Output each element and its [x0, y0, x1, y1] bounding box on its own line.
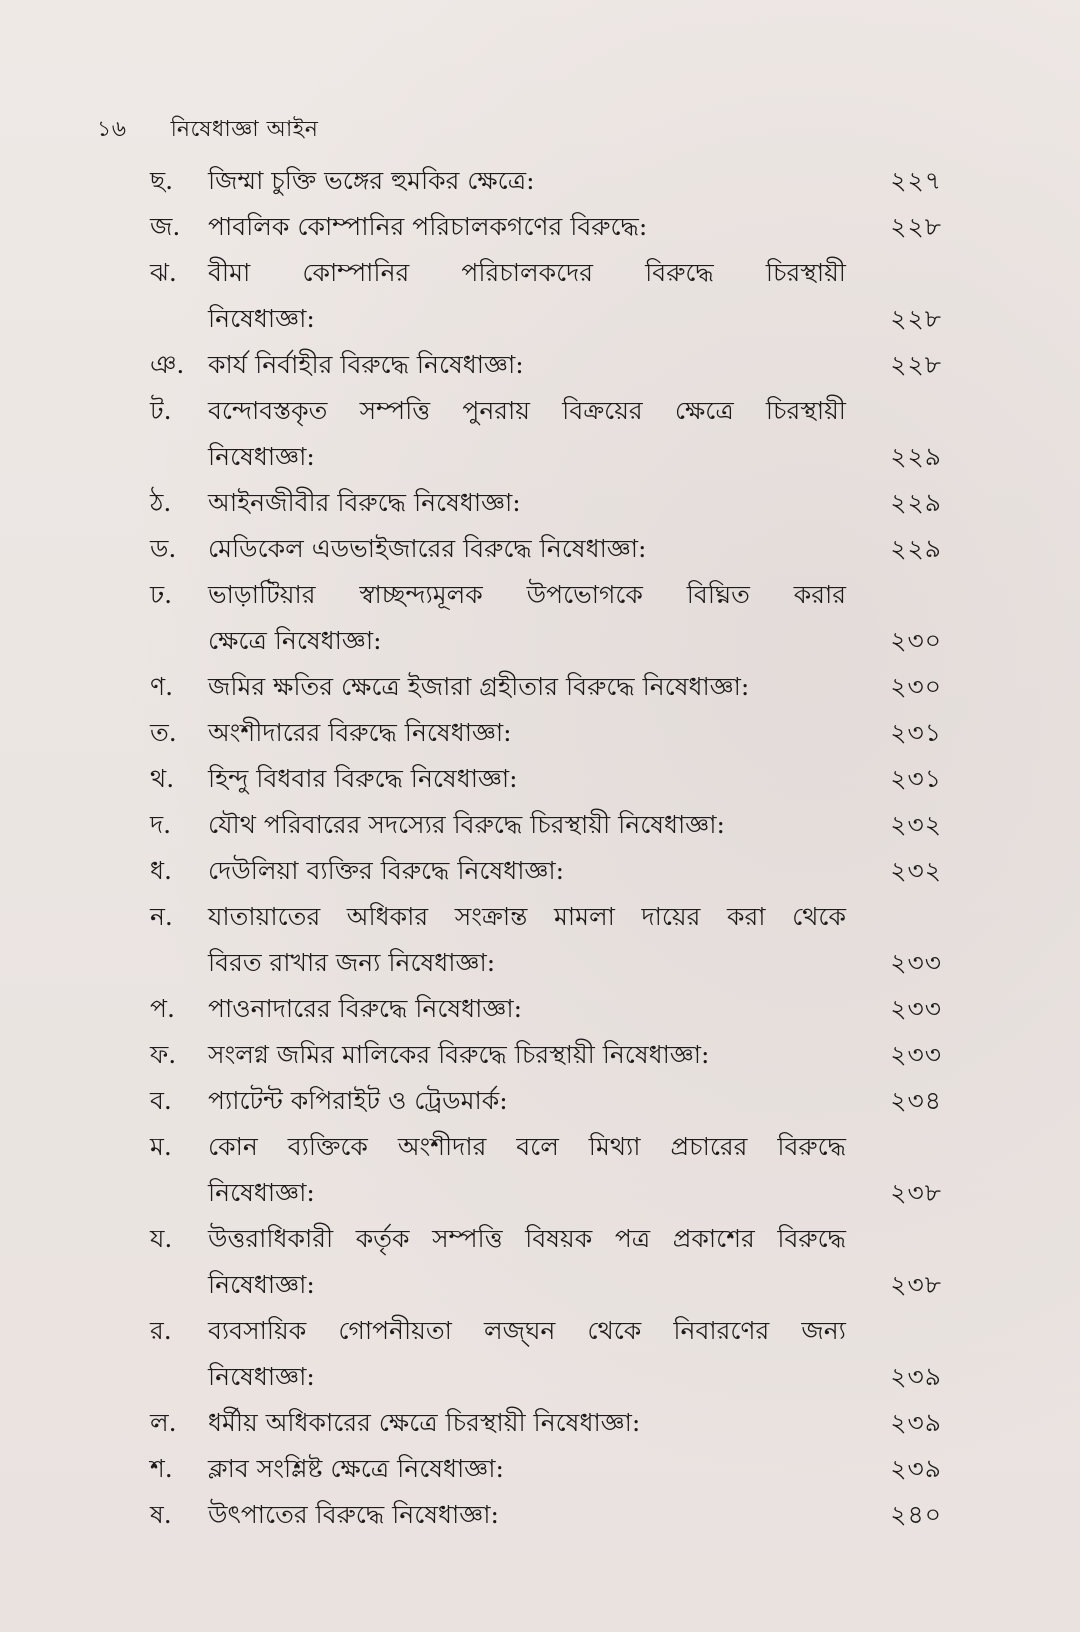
- toc-entry: [150, 158, 942, 204]
- toc-entry-word: মামলা: [553, 902, 615, 931]
- toc-entry-title: জিম্মা চুক্তি ভঙ্গের হুমকির ক্ষেত্রে:: [208, 166, 535, 195]
- toc-entry: [150, 1124, 942, 1216]
- toc-entry: [150, 1492, 942, 1538]
- toc-entry: [150, 894, 942, 986]
- toc-entry-page-number: ২২৯: [890, 534, 942, 563]
- toc-entry-word: মিথ্যা: [588, 1132, 641, 1161]
- toc-entry-word: উপভোগকে: [526, 580, 643, 609]
- toc-entry-page-number: ২৩৮: [890, 1270, 942, 1299]
- toc-entry-word: ভাড়াটিয়ার: [208, 580, 316, 609]
- toc-entry-word: চিরস্থায়ী: [765, 258, 846, 287]
- toc-entry-title: পাবলিক কোম্পানির পরিচালকগণের বিরুদ্ধে:: [208, 212, 648, 241]
- toc-entry-continuation: [150, 1354, 942, 1400]
- toc-entry-page-number: ২৩২: [890, 856, 942, 885]
- toc-entry-word: থেকে: [792, 902, 846, 931]
- toc-entry-title: দেউলিয়া ব্যক্তির বিরুদ্ধে নিষেধাজ্ঞা:: [208, 856, 565, 885]
- toc-entry-word: জন্য: [801, 1316, 846, 1345]
- toc-entry-word: বিরুদ্ধে: [777, 1224, 846, 1253]
- toc-entry-word: বিরুদ্ধে: [645, 258, 714, 287]
- toc-entry-marker: জ.: [150, 212, 181, 241]
- toc-entry-line: [150, 1216, 942, 1262]
- toc-entry-page-number: ২৪০: [890, 1500, 942, 1529]
- toc-entry-marker: ষ.: [150, 1500, 172, 1529]
- toc-entry-word: বিরুদ্ধে: [777, 1132, 846, 1161]
- toc-entry-marker: প.: [150, 994, 175, 1023]
- toc-entry-marker: থ.: [150, 764, 175, 793]
- toc-entry-title: নিষেধাজ্ঞা:: [208, 1178, 315, 1207]
- toc-entry-line: [150, 894, 942, 940]
- toc-entry-title: [208, 894, 942, 940]
- toc-entry: [150, 480, 942, 526]
- toc-entry-line: [150, 802, 942, 848]
- toc-entry-title: প্যাটেন্ট কপিরাইট ও ট্রেডমার্ক:: [208, 1086, 508, 1115]
- toc-entry-title: জমির ক্ষতির ক্ষেত্রে ইজারা গ্রহীতার বিরুদ্ধে নিষেধাজ্ঞা:: [208, 672, 750, 701]
- toc-entry: [150, 204, 942, 250]
- toc-entry-title: যৌথ পরিবারের সদস্যের বিরুদ্ধে চিরস্থায়ী নিষেধাজ্ঞা:: [208, 810, 725, 839]
- toc-entry: [150, 1032, 942, 1078]
- toc-entry-title: বিরত রাখার জন্য নিষেধাজ্ঞা:: [208, 948, 496, 977]
- toc-entry-page-number: ২৩০: [890, 626, 942, 655]
- toc-entry: [150, 342, 942, 388]
- toc-entry-page-number: ২৩৩: [890, 948, 942, 977]
- toc-entry-title: অংশীদারের বিরুদ্ধে নিষেধাজ্ঞা:: [208, 718, 512, 747]
- toc-entry-marker: ঝ.: [150, 258, 177, 287]
- toc-entry: [150, 848, 942, 894]
- toc-entry-line: [150, 1078, 942, 1124]
- toc-entry-word: পত্র: [614, 1224, 651, 1253]
- toc-entry-marker: ত.: [150, 718, 177, 747]
- toc-entry-word: ব্যক্তিকে: [287, 1132, 368, 1161]
- toc-entry-marker: ব.: [150, 1086, 172, 1115]
- toc-entry-marker: র.: [150, 1316, 172, 1345]
- toc-entry: [150, 1446, 942, 1492]
- toc-entry-word: প্রকাশের: [672, 1224, 755, 1253]
- toc-entry-page-number: ২৩৯: [890, 1362, 942, 1391]
- toc-entry-line: [150, 526, 942, 572]
- toc-entry-marker: ধ.: [150, 856, 172, 885]
- toc-entry-title: হিন্দু বিধবার বিরুদ্ধে নিষেধাজ্ঞা:: [208, 764, 518, 793]
- toc-entry-line: [150, 1400, 942, 1446]
- toc-entry-title: পাওনাদারের বিরুদ্ধে নিষেধাজ্ঞা:: [208, 994, 523, 1023]
- toc-entry-line: [150, 342, 942, 388]
- toc-entry-word: বিক্রয়ের: [562, 396, 643, 425]
- toc-entry: [150, 1308, 942, 1400]
- toc-entry-word: ব্যবসায়িক: [208, 1316, 307, 1345]
- toc-entry-title: উৎপাতের বিরুদ্ধে নিষেধাজ্ঞা:: [208, 1500, 499, 1529]
- toc-entry-word: ক্ষেত্রে: [674, 396, 734, 425]
- toc-entry: [150, 388, 942, 480]
- toc-entry-title: [208, 250, 942, 296]
- toc-entry-line: [150, 158, 942, 204]
- toc-entry: [150, 756, 942, 802]
- toc-entry-word: পুনরায়: [462, 396, 530, 425]
- toc-entry-title: ক্ষেত্রে নিষেধাজ্ঞা:: [208, 626, 382, 655]
- toc-entry-word: করার: [793, 580, 846, 609]
- toc-entry-page-number: ২২৮: [890, 304, 942, 333]
- toc-entry-word: পরিচালকদের: [461, 258, 594, 287]
- toc-entry-line: [150, 1032, 942, 1078]
- toc-entry-marker: ফ.: [150, 1040, 177, 1069]
- toc-entry-word: থেকে: [587, 1316, 642, 1345]
- toc-entry-title: [208, 572, 942, 618]
- page-header: [97, 112, 318, 149]
- toc-entry-marker: য.: [150, 1224, 173, 1253]
- toc-entry-word: বন্দোবস্তকৃত: [208, 396, 328, 425]
- toc-entry-line: [150, 388, 942, 434]
- toc-entry: [150, 1400, 942, 1446]
- toc-entry-word: সম্পত্তি: [432, 1224, 503, 1253]
- toc-entry-word: বিষয়ক: [525, 1224, 593, 1253]
- toc-entry-title: ক্লাব সংশ্লিষ্ট ক্ষেত্রে নিষেধাজ্ঞা:: [208, 1454, 504, 1483]
- toc-entry-marker: ড.: [150, 534, 177, 563]
- toc-entry: [150, 710, 942, 756]
- toc-entry-word: দায়ের: [641, 902, 701, 931]
- toc-entry-line: [150, 204, 942, 250]
- toc-entry-line: [150, 250, 942, 296]
- toc-entry-continuation: [150, 618, 942, 664]
- running-title: নিষেধাজ্ঞা আইন: [170, 117, 319, 142]
- toc-entry-marker: ঞ.: [150, 350, 185, 379]
- toc-entry-page-number: ২২৯: [890, 488, 942, 517]
- toc-entry-line: [150, 1446, 942, 1492]
- toc-entry-word: নিবারণের: [673, 1316, 770, 1345]
- toc-entry-page-number: ২২৮: [890, 212, 942, 241]
- toc-entry-title: কার্য নির্বাহীর বিরুদ্ধে নিষেধাজ্ঞা:: [208, 350, 524, 379]
- toc-entry-page-number: ২৩৪: [890, 1086, 942, 1115]
- toc-entry-page-number: ২২৭: [890, 166, 942, 195]
- toc-entry-title: [208, 1308, 942, 1354]
- toc-entry-marker: দ.: [150, 810, 172, 839]
- toc-entry-line: [150, 1308, 942, 1354]
- toc-entry-page-number: ২৩২: [890, 810, 942, 839]
- toc-entry-marker: ঠ.: [150, 488, 172, 517]
- toc-entry: [150, 1078, 942, 1124]
- toc-entry-continuation: [150, 1262, 942, 1308]
- toc-entry-word: উত্তরাধিকারী: [208, 1224, 334, 1253]
- toc-entry-title: নিষেধাজ্ঞা:: [208, 442, 315, 471]
- toc-entry-continuation: [150, 1170, 942, 1216]
- toc-entry-page-number: ২৩৩: [890, 994, 942, 1023]
- toc-entry-page-number: ২৩০: [890, 672, 942, 701]
- toc-entry: [150, 802, 942, 848]
- toc-entry-word: কর্তৃক: [355, 1224, 410, 1253]
- toc-entry-page-number: ২২৯: [890, 442, 942, 471]
- page-number: ১৬: [97, 117, 127, 142]
- toc-entry-marker: ন.: [150, 902, 173, 931]
- toc-entry-word: বলে: [516, 1132, 559, 1161]
- toc-entry-word: করা: [726, 902, 766, 931]
- toc-entry-line: [150, 480, 942, 526]
- toc-entry-continuation: [150, 940, 942, 986]
- toc-entry-word: বিঘ্নিত: [686, 580, 750, 609]
- toc-entry-word: সম্পত্তি: [359, 396, 431, 425]
- toc-entry-title: মেডিকেল এডভাইজারের বিরুদ্ধে নিষেধাজ্ঞা:: [208, 534, 647, 563]
- toc-entry-word: প্রচারের: [670, 1132, 748, 1161]
- toc-entry-title: [208, 1216, 942, 1262]
- toc-entry-title: [208, 388, 942, 434]
- toc-entry-marker: ল.: [150, 1408, 177, 1437]
- toc-entry-marker: ট.: [150, 396, 172, 425]
- toc-entry-word: কোম্পানির: [302, 258, 410, 287]
- toc-entry-title: সংলগ্ন জমির মালিকের বিরুদ্ধে চিরস্থায়ী নিষেধাজ্ঞা:: [208, 1040, 710, 1069]
- toc-entry-marker: ছ.: [150, 166, 174, 195]
- toc-entry: [150, 986, 942, 1032]
- toc-entry-marker: ঢ.: [150, 580, 173, 609]
- toc-entry-word: লজ্ঘন: [483, 1316, 556, 1345]
- toc-entry: [150, 572, 942, 664]
- toc-entry-word: বীমা: [208, 258, 251, 287]
- toc-entry-line: [150, 710, 942, 756]
- toc-entry: [150, 526, 942, 572]
- toc-entry-marker: ম.: [150, 1132, 172, 1161]
- toc-entry-page-number: ২৩৩: [890, 1040, 942, 1069]
- toc-entry-word: স্বাচ্ছন্দ্যমূলক: [359, 580, 483, 609]
- toc-entry-page-number: ২৩৮: [890, 1178, 942, 1207]
- toc-entry-line: [150, 572, 942, 618]
- toc-entry-word: গোপনীয়তা: [338, 1316, 452, 1345]
- toc-entry: [150, 1216, 942, 1308]
- toc-entry-line: [150, 664, 942, 710]
- toc-entry-page-number: ২৩৯: [890, 1408, 942, 1437]
- toc-entry-line: [150, 1124, 942, 1170]
- toc-entry-title: আইনজীবীর বিরুদ্ধে নিষেধাজ্ঞা:: [208, 488, 521, 517]
- toc-entry: [150, 664, 942, 710]
- toc-entry-marker: শ.: [150, 1454, 173, 1483]
- toc-entry-page-number: ২৩১: [890, 718, 942, 747]
- toc-entry-line: [150, 986, 942, 1032]
- toc-entry-line: [150, 1492, 942, 1538]
- toc-entry-word: অংশীদার: [397, 1132, 487, 1161]
- toc-entry-title: [208, 1124, 942, 1170]
- toc-entry-title: নিষেধাজ্ঞা:: [208, 1270, 315, 1299]
- toc-entry-word: অধিকার: [346, 902, 429, 931]
- toc-entry-continuation: [150, 296, 942, 342]
- toc-entry-marker: ণ.: [150, 672, 174, 701]
- toc-entry-continuation: [150, 434, 942, 480]
- toc-entry-word: চিরস্থায়ী: [765, 396, 846, 425]
- toc-entry-title: নিষেধাজ্ঞা:: [208, 304, 315, 333]
- toc-entry-word: কোন: [208, 1132, 258, 1161]
- toc-entry-page-number: ২৩১: [890, 764, 942, 793]
- table-of-contents: [150, 158, 942, 1538]
- toc-entry-line: [150, 756, 942, 802]
- toc-entry-title: নিষেধাজ্ঞা:: [208, 1362, 315, 1391]
- toc-entry-page-number: ২৩৯: [890, 1454, 942, 1483]
- toc-entry-title: ধর্মীয় অধিকারের ক্ষেত্রে চিরস্থায়ী নিষেধাজ্ঞা:: [208, 1408, 641, 1437]
- toc-entry: [150, 250, 942, 342]
- toc-entry-word: সংক্রান্ত: [454, 902, 528, 931]
- toc-entry-page-number: ২২৮: [890, 350, 942, 379]
- toc-entry-line: [150, 848, 942, 894]
- toc-entry-word: যাতায়াতের: [208, 902, 321, 931]
